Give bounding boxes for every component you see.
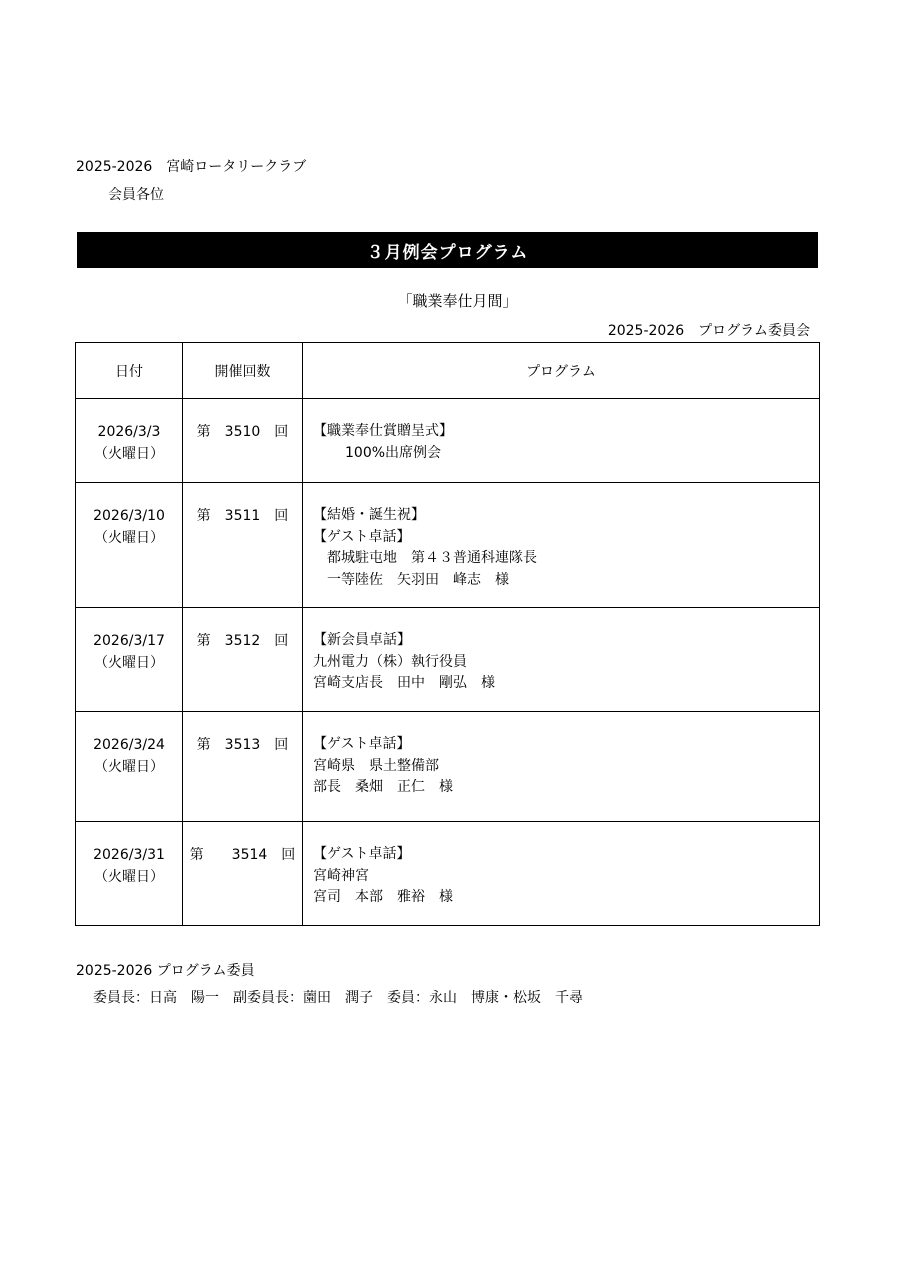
committee-members-list: 委員長：日高 陽一 副委員長：薗田 潤子 委員：永山 博康・松坂 千尋 xyxy=(93,990,583,1006)
table-row xyxy=(76,822,820,926)
weekday: （火曜日） xyxy=(94,869,164,885)
meeting-cell xyxy=(183,608,303,712)
program-line: 宮司 本部 雅裕 様 xyxy=(313,889,453,905)
program-line: 宮崎神宮 xyxy=(313,867,369,884)
table-row xyxy=(76,712,820,822)
meeting-number: 第 3512 回 xyxy=(196,633,289,649)
month-theme: 「職業奉仕月間」 xyxy=(397,292,518,310)
club-name: 2025-2026 宮崎ロータリークラブ xyxy=(76,159,307,175)
date-cell xyxy=(76,399,183,483)
weekday: （火曜日） xyxy=(94,655,164,671)
program-line: 100%出席例会 xyxy=(345,444,442,461)
meeting-cell xyxy=(183,483,303,608)
header-date: 日付 xyxy=(76,343,183,399)
date: 2026/3/3 xyxy=(97,424,161,440)
program-cell xyxy=(303,608,820,712)
date-cell xyxy=(76,483,183,608)
date-cell xyxy=(76,608,183,712)
meeting-cell xyxy=(183,822,303,926)
date: 2026/3/24 xyxy=(93,737,165,753)
meeting-cell xyxy=(183,399,303,483)
program-line: 宮崎支店長 田中 剛弘 様 xyxy=(313,675,495,691)
program-line: 【ゲスト卓話】 xyxy=(313,528,411,545)
program-cell xyxy=(303,822,820,926)
program-line: 都城駐屯地 第４３普通科連隊長 xyxy=(327,550,537,566)
meeting-number: 第 3513 回 xyxy=(196,737,289,753)
program-line: 一等陸佐 矢羽田 峰志 様 xyxy=(327,571,509,588)
program-line: 【ゲスト卓話】 xyxy=(313,736,411,752)
program-line: 【結婚・誕生祝】 xyxy=(313,507,425,523)
date: 2026/3/10 xyxy=(93,508,165,524)
program-cell xyxy=(303,483,820,608)
committee-members-title: 2025-2026 プログラム委員 xyxy=(76,963,255,979)
weekday: （火曜日） xyxy=(94,446,164,462)
program-table xyxy=(75,342,820,926)
date-cell xyxy=(76,712,183,822)
program-line: 【新会員卓話】 xyxy=(313,632,411,648)
meeting-number: 第 3510 回 xyxy=(196,424,289,440)
table-header-row xyxy=(76,343,820,399)
program-line: 部長 桑畑 正仁 様 xyxy=(313,779,453,795)
program-cell xyxy=(303,712,820,822)
program-line: 【職業奉仕賞贈呈式】 xyxy=(313,423,453,439)
page-title: ３月例会プログラム xyxy=(77,232,818,268)
date-cell xyxy=(76,822,183,926)
program-cell xyxy=(303,399,820,483)
date: 2026/3/31 xyxy=(93,847,165,863)
header-meeting: 開催回数 xyxy=(183,343,303,399)
meeting-number: 第 3511 回 xyxy=(196,508,289,524)
program-line: 九州電力（株）執行役員 xyxy=(313,653,467,670)
committee-name: 2025-2026 プログラム委員会 xyxy=(607,323,810,339)
table-row xyxy=(76,483,820,608)
meeting-number: 第 3514 回 xyxy=(189,847,296,863)
program-line: 【ゲスト卓話】 xyxy=(313,846,411,862)
table-row xyxy=(76,608,820,712)
table-row xyxy=(76,399,820,483)
date: 2026/3/17 xyxy=(93,633,165,649)
meeting-cell xyxy=(183,712,303,822)
header-program: プログラム xyxy=(303,343,820,399)
recipients: 会員各位 xyxy=(108,187,164,203)
program-line: 宮崎県 県土整備部 xyxy=(313,757,439,774)
weekday: （火曜日） xyxy=(94,759,164,775)
weekday: （火曜日） xyxy=(94,530,164,546)
